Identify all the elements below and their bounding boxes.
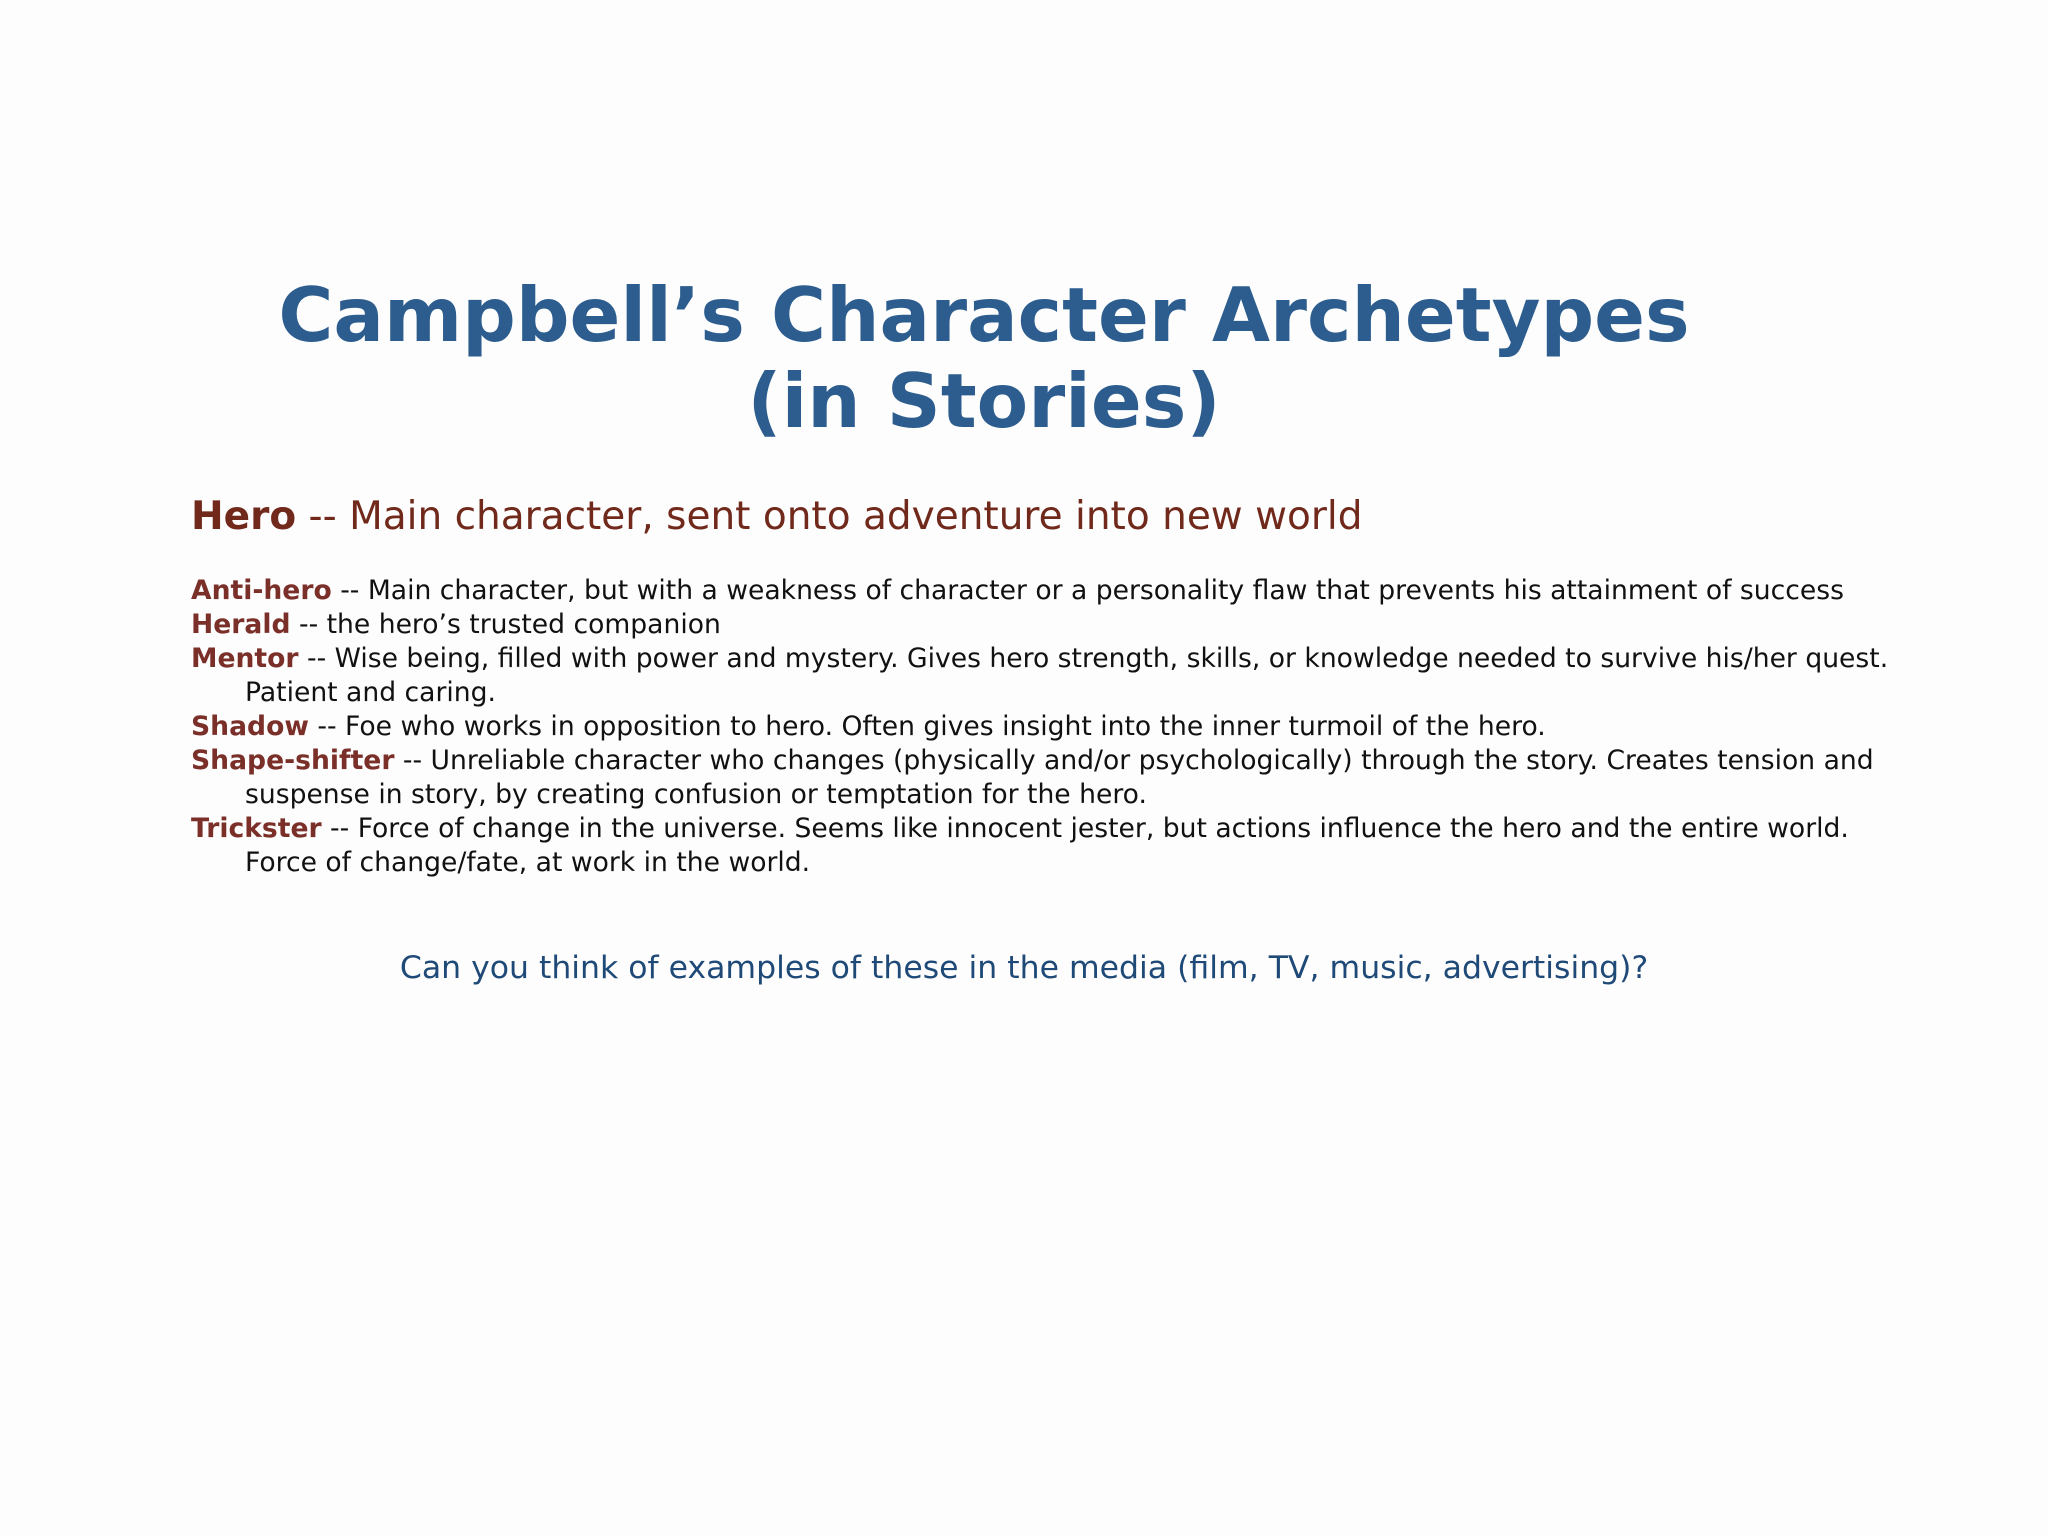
archetype-item-shape-shifter: [191, 744, 1891, 812]
archetype-description: -- Unreliable character who changes (physically and/or psychologically) through the story. Creates tension and suspense in story, by creating confusion or temptation for the hero.: [245, 745, 1874, 810]
archetype-item-herald: [191, 608, 1891, 642]
hero-description: Main character, sent onto adventure into new world: [349, 494, 1363, 539]
archetype-item-trickster: [191, 812, 1891, 880]
archetype-description: -- Foe who works in opposition to hero. Often gives insight into the inner turmoil of the hero.: [308, 711, 1546, 742]
archetype-term: Trickster: [191, 813, 322, 844]
slide-title: [0, 272, 1968, 444]
archetype-list: [191, 574, 1891, 880]
archetype-description: -- Wise being, filled with power and mystery. Gives hero strength, skills, or knowledge needed to survive his/her quest. Patient and caring.: [245, 643, 1889, 708]
archetype-term: Shadow: [191, 711, 309, 742]
archetype-item-anti-hero: [191, 574, 1891, 608]
title-line-2: (in Stories): [747, 357, 1221, 445]
hero-definition: [191, 492, 1941, 542]
archetype-term: Herald: [191, 609, 291, 640]
title-line-1: Campbell’s Character Archetypes: [278, 271, 1690, 359]
archetype-description: -- the hero’s trusted companion: [290, 609, 721, 640]
archetype-description: -- Force of change in the universe. Seems like innocent jester, but actions influence the hero and the entire world. Force of change/fate, at work in the world.: [245, 813, 1849, 878]
archetype-term: Shape-shifter: [191, 745, 395, 776]
archetype-term: Mentor: [191, 643, 299, 674]
hero-term: Hero: [191, 494, 297, 539]
archetype-item-shadow: [191, 710, 1891, 744]
hero-separator: --: [296, 494, 350, 539]
archetype-description: -- Main character, but with a weakness of character or a personality flaw that prevents his attainment of success: [331, 575, 1844, 606]
archetype-item-mentor: [191, 642, 1891, 710]
discussion-question: Can you think of examples of these in the media (film, TV, music, advertising)?: [399, 950, 1649, 986]
archetype-term: Anti-hero: [191, 575, 332, 606]
